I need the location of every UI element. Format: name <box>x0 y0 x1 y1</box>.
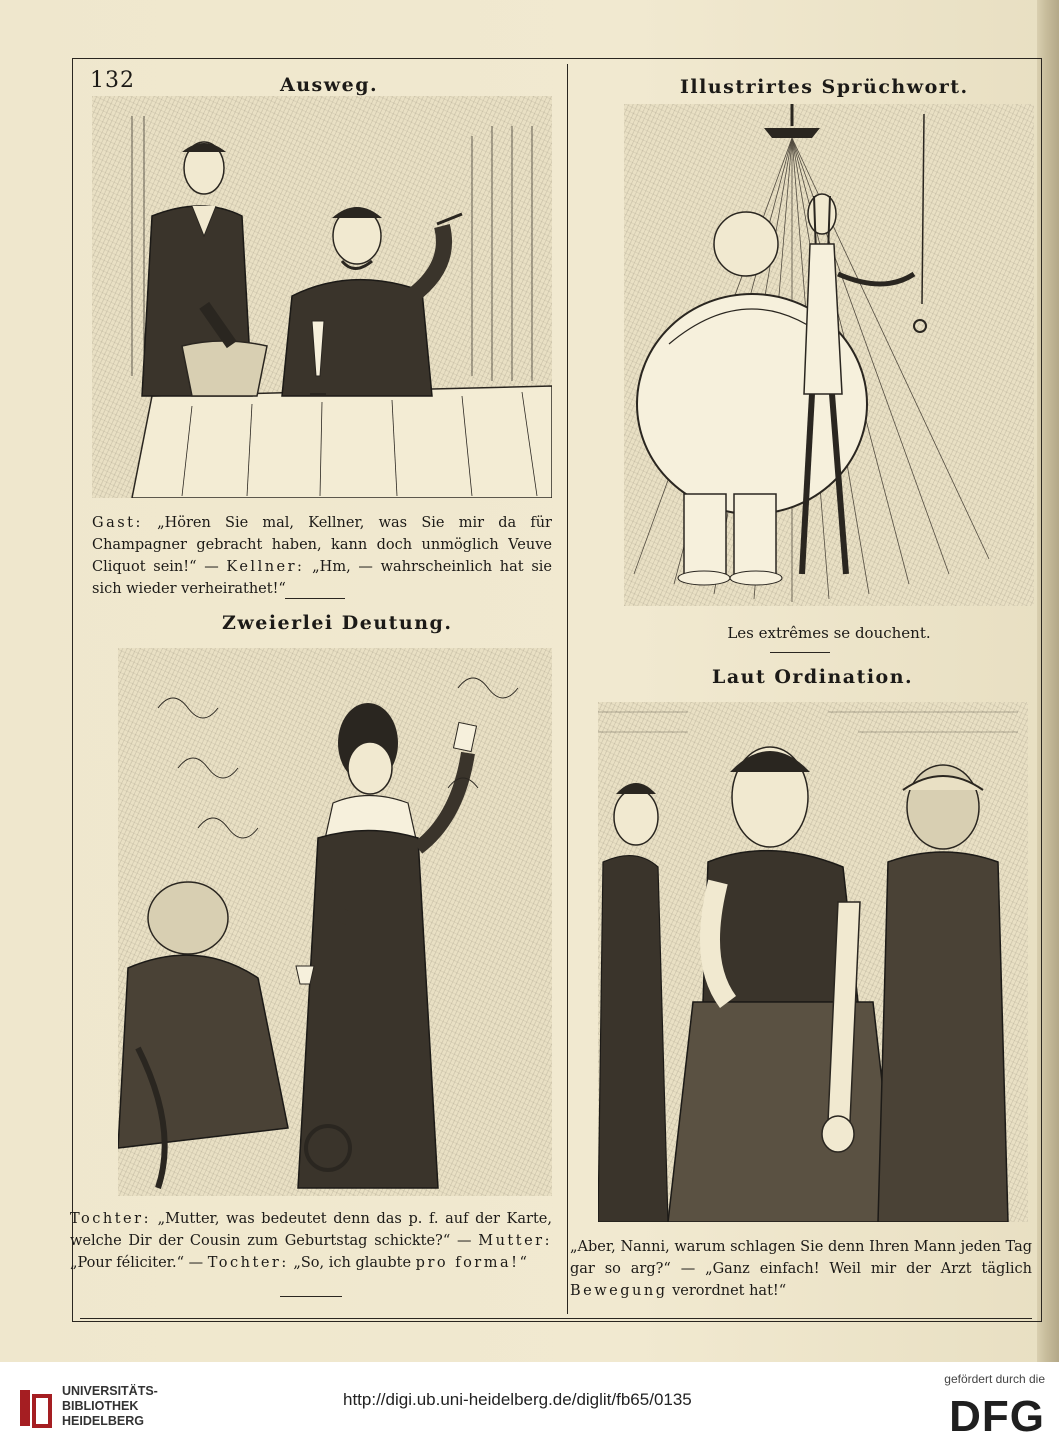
caption-text: verordnet hat!“ <box>667 1283 787 1299</box>
column-divider <box>567 64 568 1314</box>
university-name-line: HEIDELBERG <box>62 1414 144 1428</box>
caption-emphasis: Bewegung <box>570 1283 668 1299</box>
university-logo-icon <box>16 1386 54 1430</box>
caption-speaker: Mutter: <box>478 1233 552 1249</box>
caption-les-extremes: Les extrêmes se douchent. <box>727 624 931 642</box>
heading-ausweg: Ausweg. <box>280 74 379 96</box>
caption-speaker: Tochter: <box>70 1211 151 1227</box>
funding-note: gefördert durch die <box>944 1372 1045 1386</box>
separator-rule <box>280 1296 342 1297</box>
dfg-logo: DFG <box>949 1392 1045 1441</box>
separator-rule <box>285 598 345 599</box>
page-number: 132 <box>90 68 135 93</box>
illustration-shower <box>624 104 1034 606</box>
caption-text: „Mutter, was bedeutet denn das p. f. auf der Karte, welche Dir der Cousin zum Geburtstag schickte?“ — <box>70 1211 552 1249</box>
university-name-line: BIBLIOTHEK <box>62 1399 139 1413</box>
university-name <box>62 1384 158 1429</box>
illustration-waiter-guest <box>92 96 552 498</box>
bottom-rule <box>80 1318 1032 1319</box>
caption-text: „Aber, Nanni, warum schlagen Sie denn Ihren Mann jeden Tag gar so arg?“ — „Ganz einfach! Weil mir der Arzt täglich <box>570 1239 1032 1277</box>
caption-text: „So, ich glaubte <box>288 1255 416 1271</box>
caption-speaker: Tochter: <box>207 1255 289 1271</box>
permalink-url[interactable]: http://digi.ub.uni-heidelberg.de/diglit/fb65/0135 <box>343 1390 692 1409</box>
caption-text: „Pour féliciter.“ — <box>70 1255 208 1271</box>
caption-text: „Hören Sie mal, Kellner, was Sie mir da für Champagner gebracht haben, kann doch unmöglich Veuve Cliquot sein!“ — <box>92 515 552 575</box>
heading-illustrirtes-spruechwort: Illustrirtes Sprüchwort. <box>680 76 969 98</box>
caption-zweierlei-deutung <box>70 1208 552 1274</box>
caption-ausweg <box>92 512 552 600</box>
heading-zweierlei-deutung: Zweierlei Deutung. <box>222 612 453 634</box>
caption-speaker: pro forma!“ <box>415 1255 530 1271</box>
footer-bar <box>0 1362 1059 1452</box>
university-name-line: UNIVERSITÄTS- <box>62 1384 158 1398</box>
illustration-nanni <box>598 702 1028 1222</box>
separator-rule <box>770 652 830 653</box>
caption-speaker: Kellner: <box>226 559 305 575</box>
heading-laut-ordination: Laut Ordination. <box>712 666 914 688</box>
caption-text: „Hm, — wahrscheinlich hat sie sich wieder verheirathet!“ <box>92 559 552 597</box>
caption-speaker: Gast: <box>92 515 143 531</box>
caption-laut-ordination <box>570 1236 1032 1302</box>
illustration-mother-daughter <box>118 648 552 1196</box>
